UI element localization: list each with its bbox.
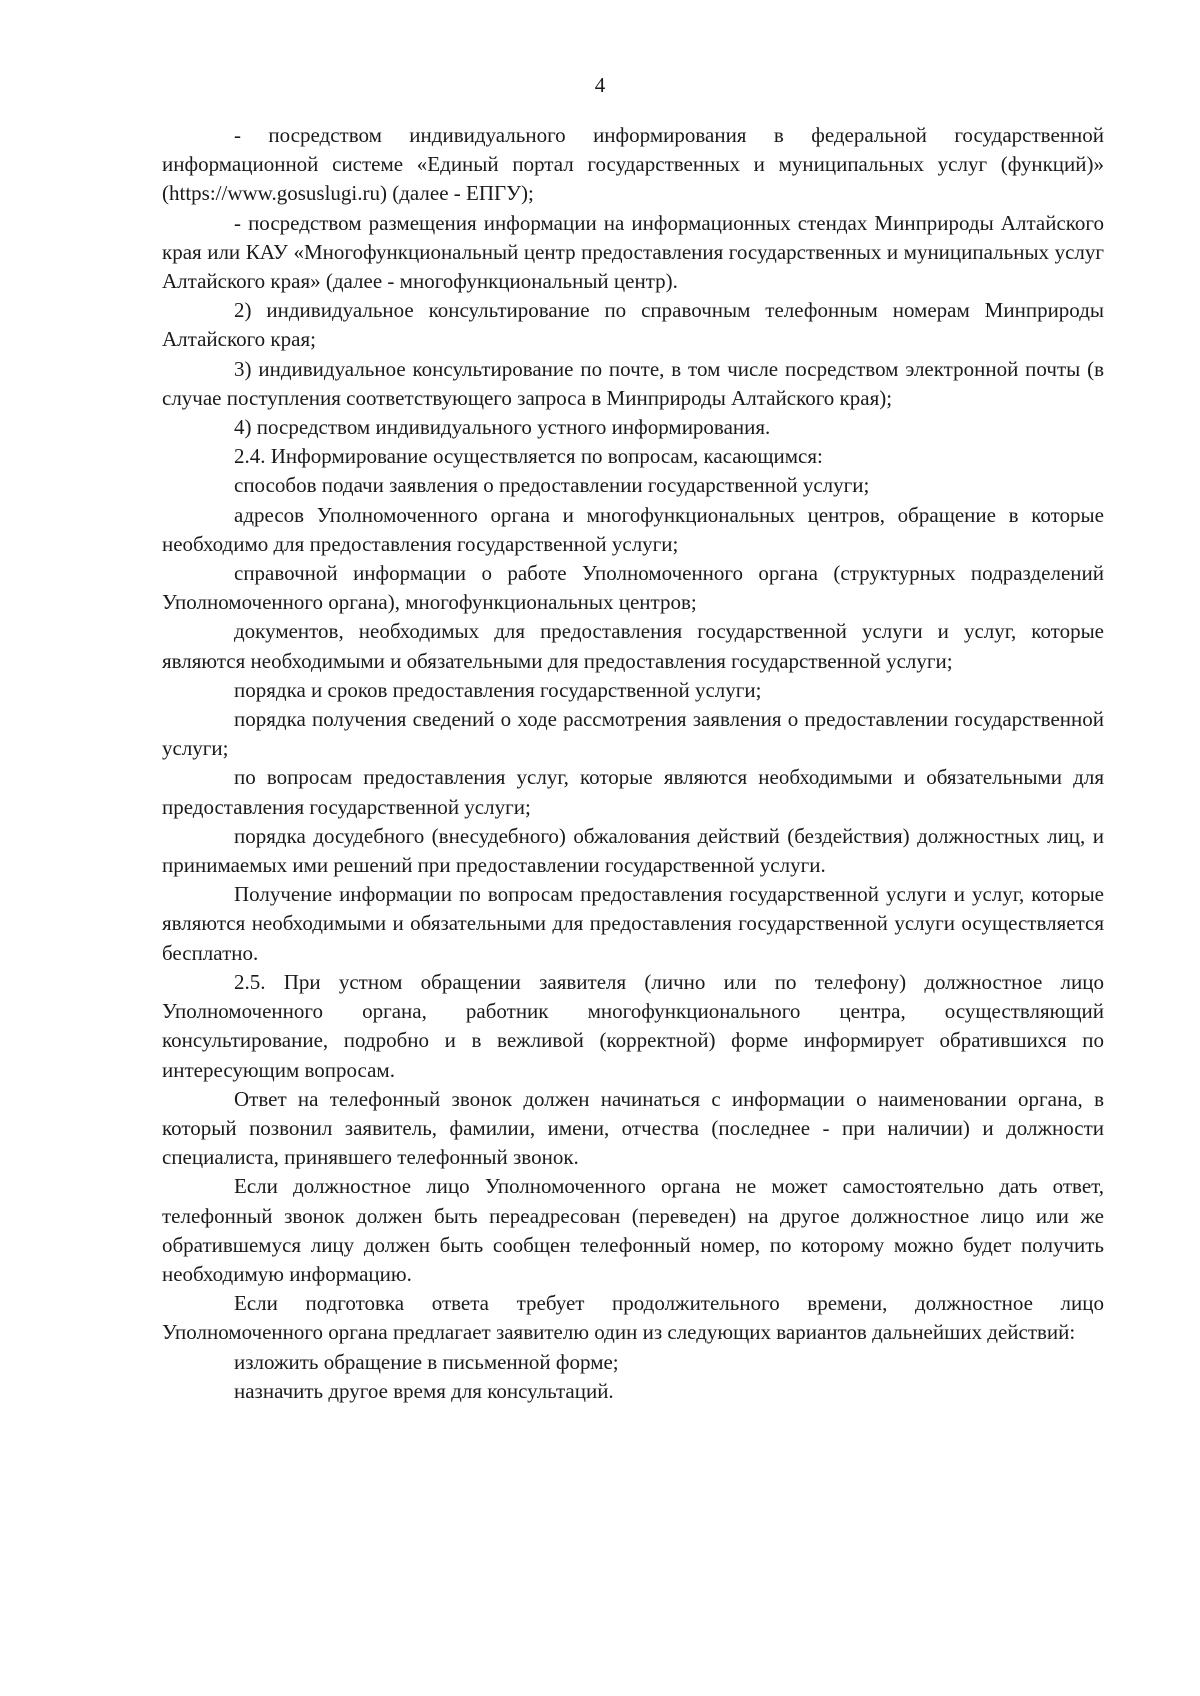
paragraph-appeal-procedure: порядка досудебного (внесудебного) обжалования действий (бездействия) должностных лиц, и принимаемых ими решений при предоставлении государственной услуги. [162,823,1104,878]
paragraph-written-appeal: изложить обращение в письменной форме; [234,1349,619,1374]
paragraph-call-redirect: Если должностное лицо Уполномоченного органа не может самостоятельно дать ответ, телефонный звонок должен быть переадресован (переведен) на другое должностное лицо или же обратившемуся лицу должен быть сообщен телефонный номер, по которому можно будет получить необходимую информацию. [162,1174,1104,1286]
paragraph-addresses: адресов Уполномоченного органа и многофункциональных центров, обращение в которые необходимо для предоставления государственной услуги; [162,502,1104,556]
paragraph-phone-answer: Ответ на телефонный звонок должен начинаться с информации о наименовании органа, в который позвонил заявитель, фамилии, имени, отчества (последнее - при наличии) и должности специалиста, принявшего телефонный звонок. [162,1086,1104,1170]
paragraph-free-information: Получение информации по вопросам предоставления государственной услуги и услуг, которые являются необходимыми и обязательными для предоставления государственной услуги осуществляется бесплатно. [162,882,1104,965]
paragraph-submission-methods: способов подачи заявления о предоставлении государственной услуги; [234,473,870,498]
document-body [162,121,1104,1406]
paragraph-progress-info: порядка получения сведений о ходе рассмотрения заявления о предоставлении государственной услуги; [162,707,1104,761]
paragraph-oral-informing: 4) посредством индивидуального устного информирования. [234,415,771,440]
paragraph-phone-consulting: 2) индивидуальное консультирование по справочным телефонным номерам Минприроды Алтайского края; [162,298,1104,352]
page-number: 4 [594,73,606,97]
paragraph-documents: документов, необходимых для предоставления государственной услуги и услуг, которые являются необходимыми и обязательными для предоставления государственной услуги; [162,619,1104,673]
paragraph-other-time: назначить другое время для консультаций. [234,1378,614,1403]
paragraph-mail-consulting: 3) индивидуальное консультирование по почте, в том числе посредством электронной почты (в случае поступления соответствующего запроса в Минприроды Алтайского края); [162,356,1104,410]
paragraph-info-stands: - посредством размещения информации на информационных стендах Минприроды Алтайского края или КАУ «Многофункциональный центр предоставления государственных и муниципальных услуг Алтайского края» (далее - многофункциональный центр). [162,210,1104,294]
paragraph-reference-info: справочной информации о работе Уполномоченного органа (структурных подразделений Уполномоченного органа), многофункциональных центров; [162,561,1104,615]
paragraph-long-answer: Если подготовка ответа требует продолжительного времени, должностное лицо Уполномоченного органа предлагает заявителю один из следующих вариантов дальнейших действий: [162,1291,1104,1345]
paragraph-procedure-terms: порядка и сроков предоставления государственной услуги; [234,677,762,702]
paragraph-required-services: по вопросам предоставления услуг, которые являются необходимыми и обязательными для предоставления государственной услуги; [162,765,1104,819]
paragraph-section-2-5: 2.5. При устном обращении заявителя (лично или по телефону) должностное лицо Уполномоченного органа, работник многофункционального центра, осуществляющий консультирование, подробно и в вежливой (корректной) форме информирует обратившихся по интересующим вопросам. [162,969,1104,1082]
paragraph-section-2-4: 2.4. Информирование осуществляется по вопросам, касающимся: [234,444,823,469]
paragraph-epgu-informing: - посредством индивидуального информирования в федеральной государственной информационной системе «Единый портал государственных и муниципальных услуг (функций)» (https://www.gosuslugi.ru) (далее - ЕПГУ); [162,123,1104,206]
